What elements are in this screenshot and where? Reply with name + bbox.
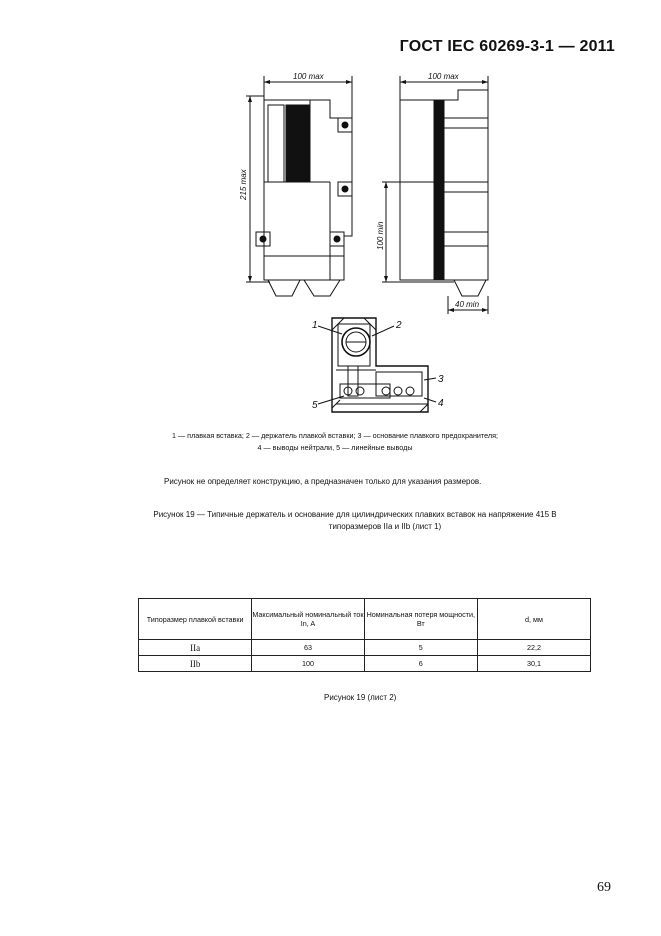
table-cell: 30,1 xyxy=(477,656,590,672)
dim-height: 215 max xyxy=(239,169,248,200)
figure-legend xyxy=(100,430,570,454)
table-row xyxy=(139,640,591,656)
dim-width-left: 100 max xyxy=(293,72,324,81)
table-cell: 22,2 xyxy=(477,640,590,656)
table-header: Номинальная потеря мощности, Вт xyxy=(364,599,477,640)
table-cell: 63 xyxy=(252,640,364,656)
callout-2: 2 xyxy=(396,320,402,331)
callout-5: 5 xyxy=(312,400,318,411)
table-header-row xyxy=(139,599,591,640)
figure-note: Рисунок не определяет конструкцию, а предназначен только для указания размеров. xyxy=(164,477,482,486)
fuse-holder-drawing xyxy=(0,0,661,420)
table-cell: 6 xyxy=(364,656,477,672)
table-cell: IIb xyxy=(139,656,252,672)
page-number: 69 xyxy=(597,880,611,895)
legend-line-2: 4 — выводы нейтрали, 5 — линейные выводы xyxy=(257,443,413,452)
dim-width-right: 100 max xyxy=(428,72,459,81)
caption-line-2: типоразмеров IIa и IIb (лист 1) xyxy=(328,522,442,531)
table-cell: 5 xyxy=(364,640,477,656)
dim-min-height: 100 min xyxy=(376,221,385,250)
table-cell: 100 xyxy=(252,656,364,672)
sheet2-caption: Рисунок 19 (лист 2) xyxy=(324,693,397,702)
caption-line-1: Рисунок 19 — Типичные держатель и основание для цилиндрических плавких вставок на напряжение 415 В xyxy=(153,510,557,519)
document-header: ГОСТ IEC 60269-3-1 — 2011 xyxy=(399,38,615,55)
callout-3: 3 xyxy=(438,374,444,385)
figure-caption xyxy=(110,509,600,533)
dim-min-width: 40 min xyxy=(455,300,480,309)
fuse-table xyxy=(138,598,591,672)
callout-4: 4 xyxy=(438,398,444,409)
table-row xyxy=(139,656,591,672)
table-header: Максимальный номинальный ток In, A xyxy=(252,599,364,640)
table-header: d, мм xyxy=(477,599,590,640)
callout-1: 1 xyxy=(312,320,318,331)
table-header: Типоразмер плавкой вставки xyxy=(139,599,252,640)
section-view xyxy=(318,318,436,412)
legend-line-1: 1 — плавкая вставка; 2 — держатель плавкой вставки; 3 — основание плавкого предохранителя; xyxy=(172,431,498,440)
table-cell: IIa xyxy=(139,640,252,656)
